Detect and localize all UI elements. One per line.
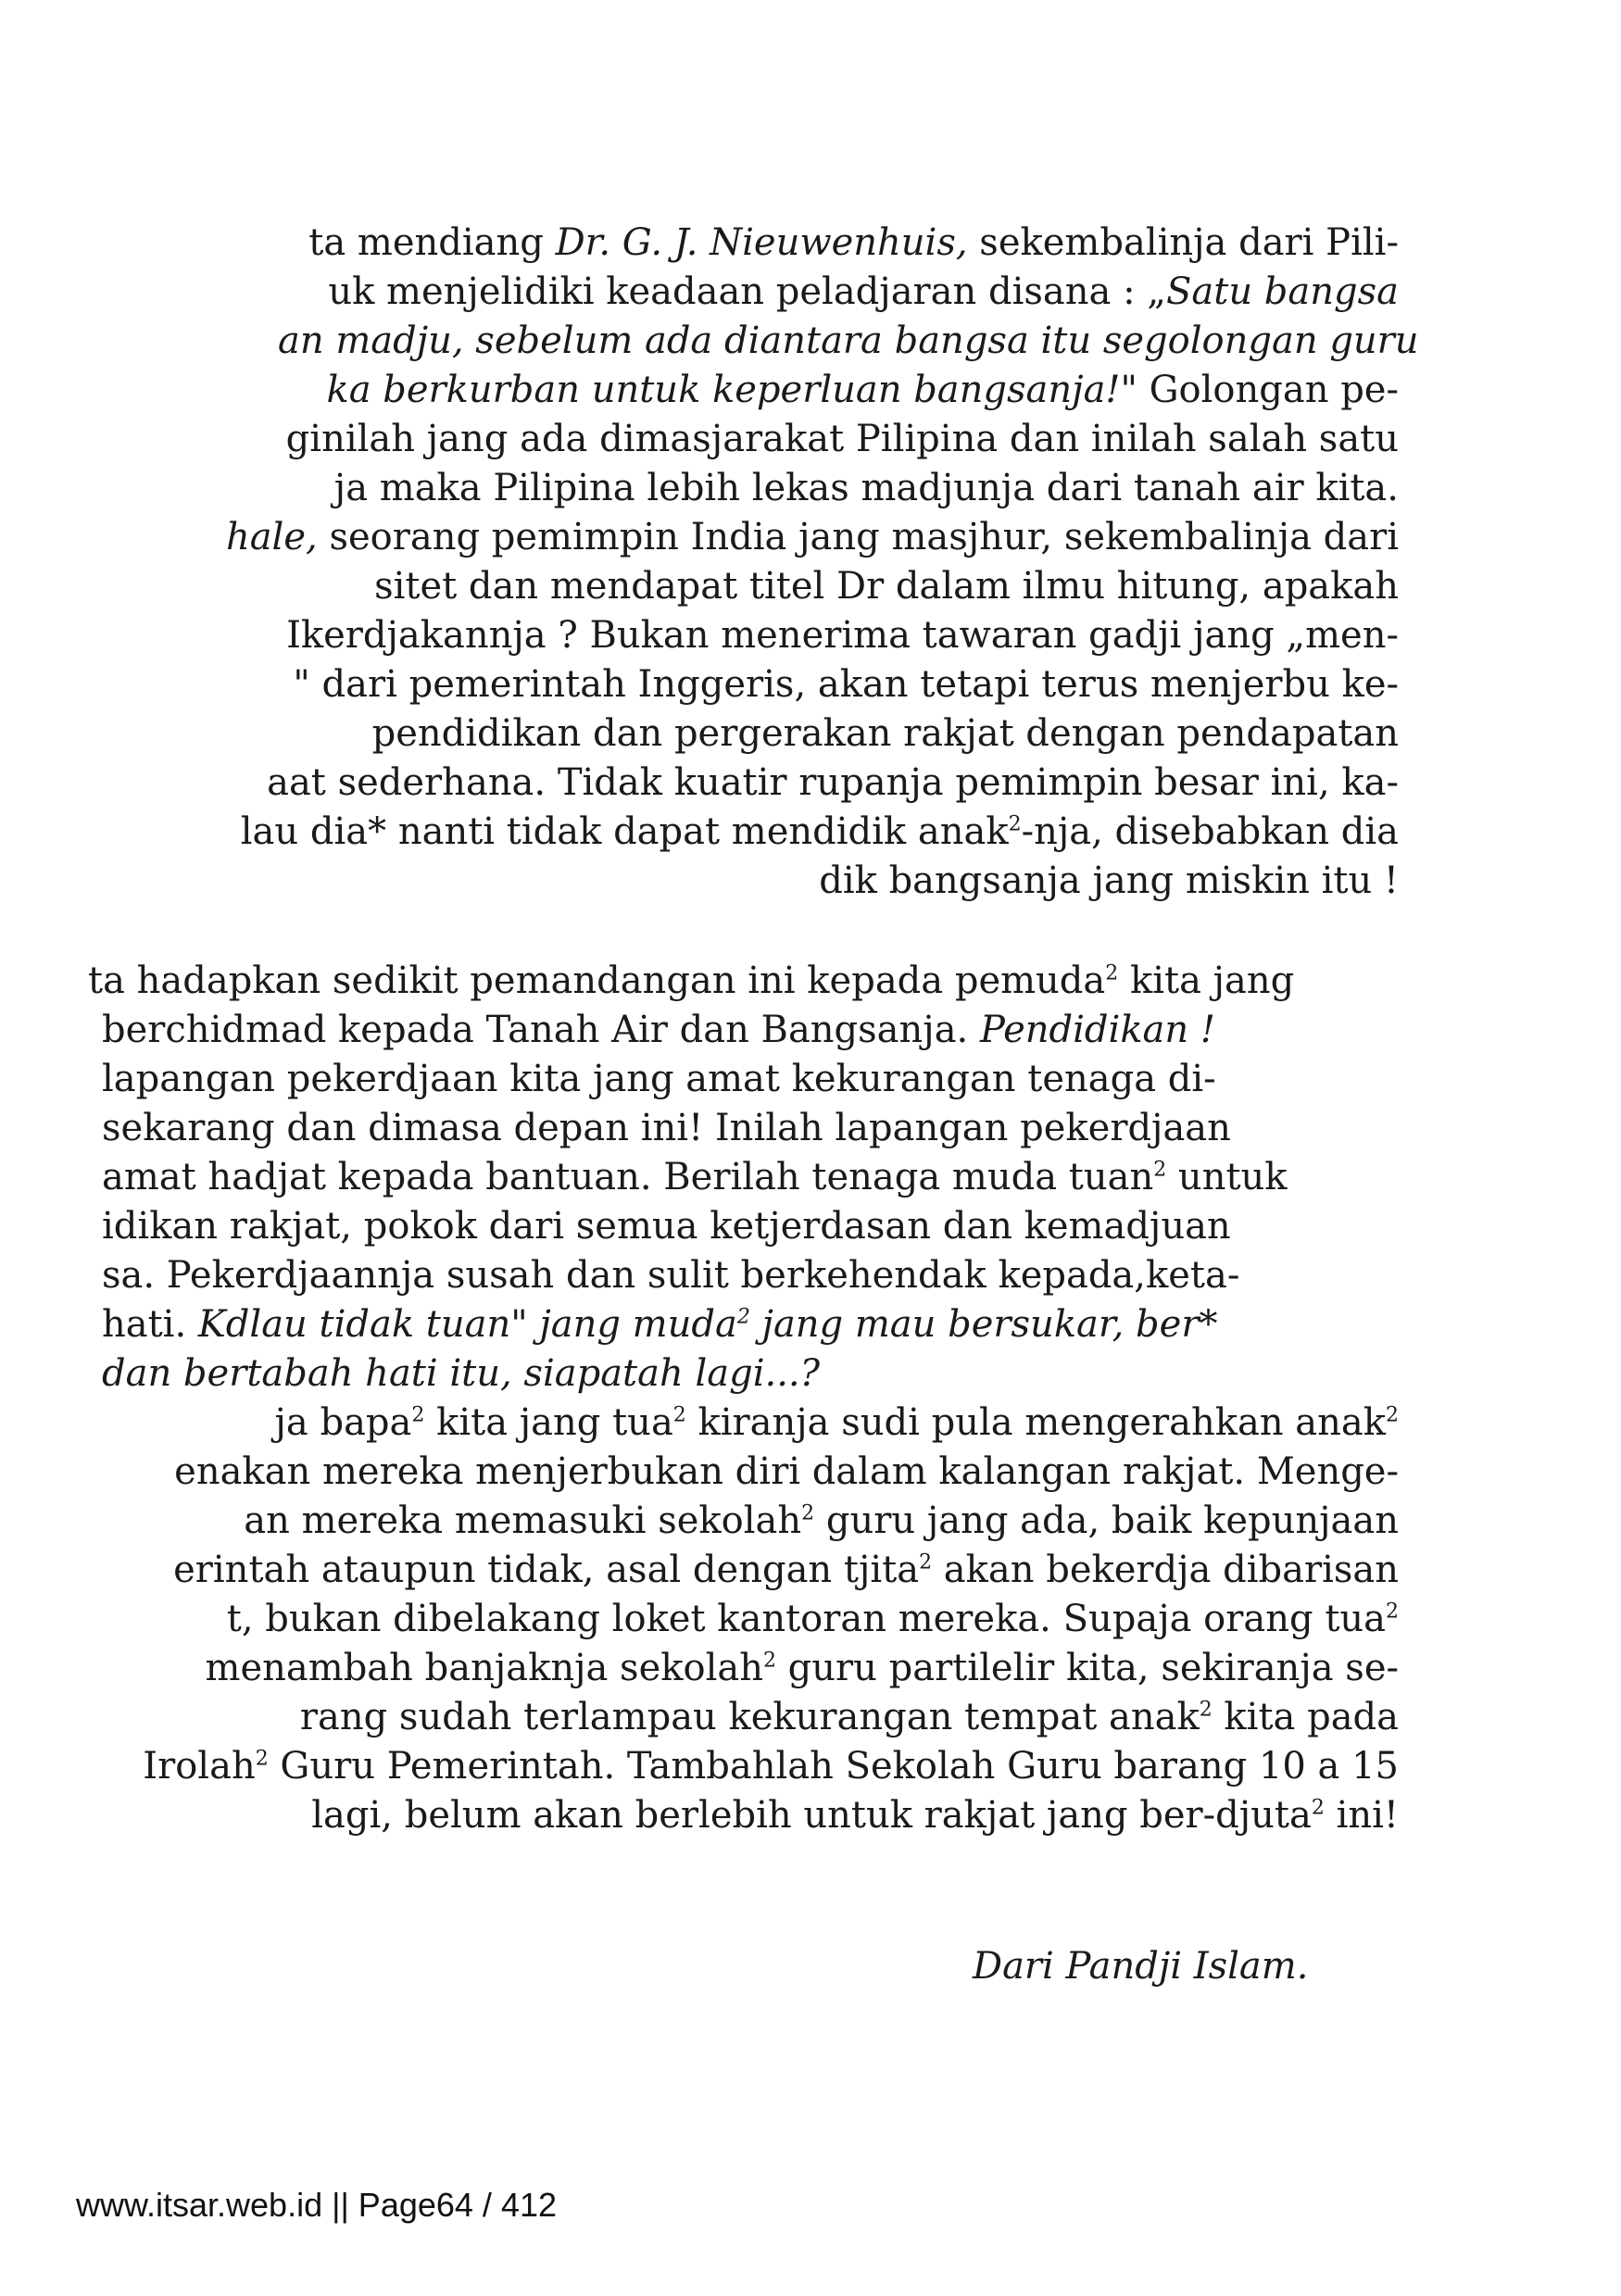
paragraph-1-line-9: Ikerdjakannja ? Bukan menerima tawaran gadji jang „men- — [286, 614, 1399, 657]
paragraph-2-line-9: dan bertabah hati itu, siapatah lagi...? — [102, 1352, 821, 1395]
paragraph-3-line-8: Irolah$^2$ Guru Pemerintah. Tambahlah Sekolah Guru barang 10 a 15 — [143, 1745, 1399, 1788]
paragraph-3-line-6: menambah banjaknja sekolah$^2$ guru partilelir kita, sekiranja se- — [205, 1647, 1399, 1689]
paragraph-1-line-14: dik bangsanja jang miskin itu ! — [819, 859, 1399, 902]
paragraph-2-line-2: berchidmad kepada Tanah Air dan Bangsanja. Pendidikan ! — [102, 1009, 1215, 1051]
paragraph-3-line-5: t, bukan dibelakang loket kantoran mereka. Supaja orang tua$^2$ — [226, 1598, 1399, 1640]
paragraph-3-line-7: rang sudah terlampau kekurangan tempat anak$^2$ kita pada — [299, 1696, 1399, 1738]
paragraph-2-line-6: idikan rakjat, pokok dari semua ketjerdasan dan kemadjuan — [102, 1205, 1231, 1248]
paragraph-1-line-3: an madju, sebelum ada diantara bangsa itu segolongan guru — [278, 320, 1419, 362]
paragraph-1-line-13: lau dia* nanti tidak dapat mendidik anak$^2$-nja, disebabkan dia — [240, 810, 1399, 853]
signature: Dari Pandji Islam. — [973, 1945, 1309, 1988]
paragraph-3-line-4: erintah ataupun tidak, asal dengan tjita$^2$ akan bekerdja dibarisan — [173, 1549, 1399, 1591]
paragraph-1-line-10: " dari pemerintah Inggeris, akan tetapi terus menjerbu ke- — [293, 663, 1399, 706]
paragraph-1-line-11: pendidikan dan pergerakan rakjat dengan pendapatan — [371, 712, 1399, 755]
paragraph-2-line-5: amat hadjat kepada bantuan. Berilah tenaga muda tuan$^2$ untuk — [102, 1156, 1288, 1198]
page-footer: www.itsar.web.id || Page64 / 412 — [76, 2186, 557, 2224]
paragraph-1-line-1: ta mendiang Dr. G. J. Nieuwenhuis, sekembalinja dari Pili- — [308, 221, 1399, 264]
paragraph-3-line-1: ja bapa$^2$ kita jang tua$^2$ kiranja sudi pula mengerahkan anak$^2$ — [274, 1401, 1399, 1444]
paragraph-1-line-5: ginilah jang ada dimasjarakat Pilipina dan inilah salah satu — [285, 418, 1399, 460]
paragraph-1-line-8: sitet dan mendapat titel Dr dalam ilmu hitung, apakah — [374, 565, 1399, 608]
paragraph-2-line-7: sa. Pekerdjaannja susah dan sulit berkehendak kepada,keta- — [102, 1254, 1240, 1297]
paragraph-2-line-3: lapangan pekerdjaan kita jang amat kekurangan tenaga di- — [102, 1058, 1216, 1100]
paragraph-3-line-3: an mereka memasuki sekolah$^2$ guru jang ada, baik kepunjaan — [244, 1499, 1399, 1542]
paragraph-2-line-8: hati. Kdlau tidak tuan" jang muda$^2$ jang mau bersukar, ber* — [102, 1303, 1218, 1346]
paragraph-2-line-4: sekarang dan dimasa depan ini! Inilah lapangan pekerdjaan — [102, 1107, 1231, 1149]
paragraph-2-line-1: ta hadapkan sedikit pemandangan ini kepada pemuda$^2$ kita jang — [88, 960, 1295, 1002]
paragraph-1-line-2: uk menjelidiki keadaan peladjaran disana : „Satu bangsa — [328, 270, 1399, 313]
paragraph-1-line-6: ja maka Pilipina lebih lekas madjunja dari tanah air kita. — [333, 467, 1399, 509]
paragraph-1-line-4: ka berkurban untuk keperluan bangsanja!" Golongan pe- — [326, 369, 1399, 411]
paragraph-1-line-12: aat sederhana. Tidak kuatir rupanja pemimpin besar ini, ka- — [267, 761, 1399, 804]
paragraph-1-line-7: hale, seorang pemimpin India jang masjhur, sekembalinja dari — [225, 516, 1399, 558]
paragraph-3-line-9: lagi, belum akan berlebih untuk rakjat jang ber-djuta$^2$ ini! — [311, 1794, 1399, 1837]
paragraph-3-line-2: enakan mereka menjerbukan diri dalam kalangan rakjat. Menge- — [174, 1450, 1399, 1493]
